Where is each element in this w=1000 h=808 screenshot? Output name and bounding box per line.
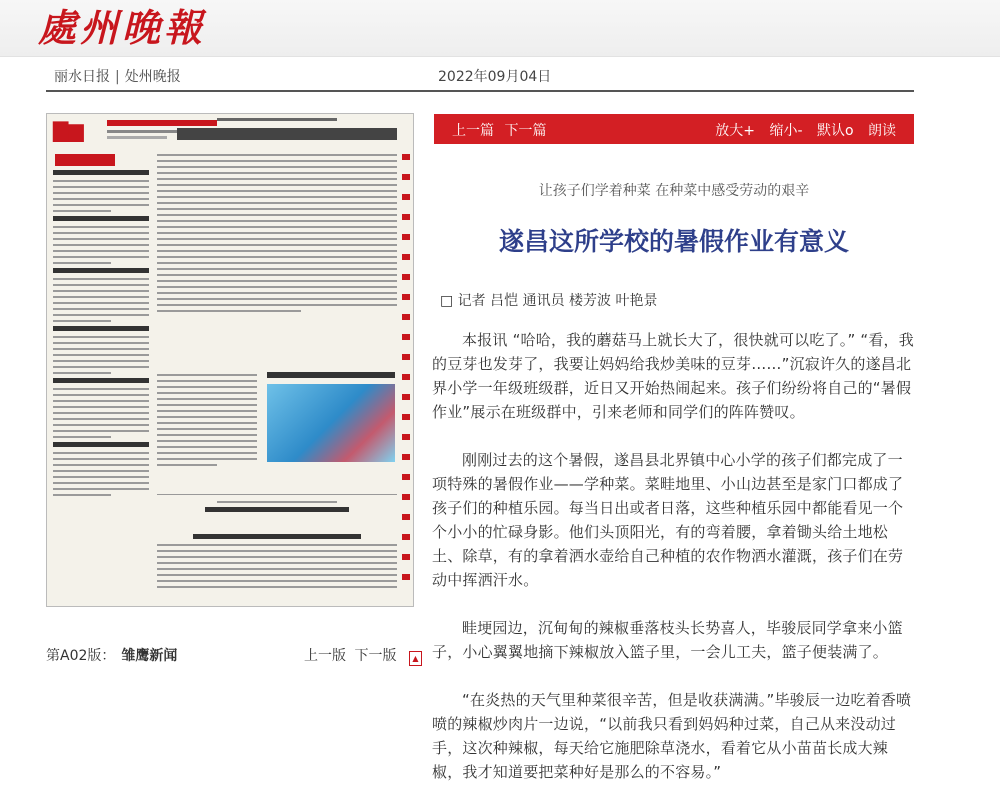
newspaper-page-thumbnail[interactable] bbox=[46, 113, 414, 607]
prev-article-button[interactable]: 上一篇 bbox=[452, 123, 494, 139]
page-article-hotspot[interactable] bbox=[157, 494, 397, 529]
page-column[interactable] bbox=[157, 534, 397, 604]
page-column[interactable] bbox=[53, 170, 149, 600]
article-title: 遂昌这所学校的暑假作业有意义 bbox=[498, 227, 849, 256]
page-header-bar bbox=[107, 120, 217, 126]
publication-date: 2022年09月04日 bbox=[438, 69, 552, 85]
zoom-in-button[interactable]: 放大+ bbox=[715, 123, 755, 139]
newspaper-logo[interactable]: 處州晚報 bbox=[38, 5, 207, 50]
article-paragraph: “在炎热的天气里种菜很辛苦，但是收获满满。”毕骏辰一边吃着香喷喷的辣椒炒肉片一边说，“以前我只看到妈妈种过菜，自己从来没动过手，这次种辣椒，每天给它施肥除草浇水，看着它从小苗苗长成大辣椒，我才知道要把菜种好是那么的不容易。” bbox=[432, 691, 912, 781]
article-paragraph: 本报讯 “哈哈，我的蘑菇马上就长大了，很快就可以吃了。” “看，我的豆芽也发芽了，我要让妈妈给我炒美味的豆芽……”沉寂许久的遂昌北界小学一年级班级群，近日又开始热闹起来。孩子们纷纷将自己的“暑假作业”展示在班级群中，引来老师和同学们的阵阵赞叹。 bbox=[432, 331, 914, 421]
source-link-lishui-daily[interactable]: 丽水日报 bbox=[54, 69, 110, 85]
masthead bbox=[0, 0, 1000, 57]
article-paragraph: 畦埂园边，沉甸甸的辣椒垂落枝头长势喜人，毕骏辰同学拿来小篮子，小心翼翼地摘下辣椒放入篮子里，一会儿工夫，篮子便装满了。 bbox=[432, 619, 903, 661]
read-aloud-button[interactable]: 朗读 bbox=[868, 123, 896, 139]
prev-page-link[interactable]: 上一版 bbox=[304, 648, 346, 664]
page-column[interactable] bbox=[157, 374, 257, 494]
article-body bbox=[432, 328, 914, 808]
page-navigation bbox=[304, 645, 426, 666]
source-links bbox=[54, 66, 181, 86]
edition-number: 第A02版： bbox=[46, 648, 116, 664]
page-article-hotspot[interactable] bbox=[177, 128, 397, 140]
article-subtitle: 让孩子们学着种菜 在种菜中感受劳动的艰辛 bbox=[538, 183, 810, 199]
pdf-icon[interactable]: ▲ bbox=[409, 651, 422, 666]
top-navbar bbox=[46, 60, 914, 92]
page-logo-graphic: ▇▆ bbox=[53, 118, 84, 142]
page-header-line bbox=[107, 130, 187, 133]
edition-label bbox=[46, 645, 177, 665]
next-article-button[interactable]: 下一篇 bbox=[504, 123, 547, 139]
source-link-chuzhou-evening[interactable]: 处州晚报 bbox=[124, 69, 181, 85]
page-column[interactable] bbox=[157, 154, 397, 364]
zoom-out-button[interactable]: 缩小- bbox=[769, 123, 803, 139]
article-toolbar bbox=[434, 114, 914, 144]
next-page-link[interactable]: 下一版 bbox=[354, 648, 397, 664]
page-header-line bbox=[107, 136, 167, 139]
article-paragraph: 刚刚过去的这个暑假，遂昌县北界镇中心小学的孩子们都完成了一项特殊的暑假作业——学种菜。菜畦地里、小山边甚至是家门口都成了孩子们的种植乐园。每当日出或者日落，这些种植乐园中都能看见一个个小小的忙碌身影。他们头顶阳光，有的弯着腰，拿着锄头给土地松土、除草，有的拿着洒水壶给自己种植的农作物洒水灌溉，孩子们在劳动中挥洒汗水。 bbox=[432, 451, 904, 589]
page-photo[interactable] bbox=[267, 384, 395, 462]
page-kicker-line bbox=[217, 118, 337, 121]
article-byline: □ 记者 吕恺 通讯员 楼芳波 叶艳景 bbox=[440, 293, 658, 309]
page-photo-title bbox=[267, 372, 395, 378]
page-vertical-banner bbox=[402, 154, 410, 594]
page-section-label bbox=[55, 154, 115, 166]
reset-size-button[interactable]: 默认o bbox=[816, 123, 854, 139]
edition-name[interactable]: 雏鹰新闻 bbox=[121, 648, 178, 664]
separator: | bbox=[115, 69, 120, 85]
